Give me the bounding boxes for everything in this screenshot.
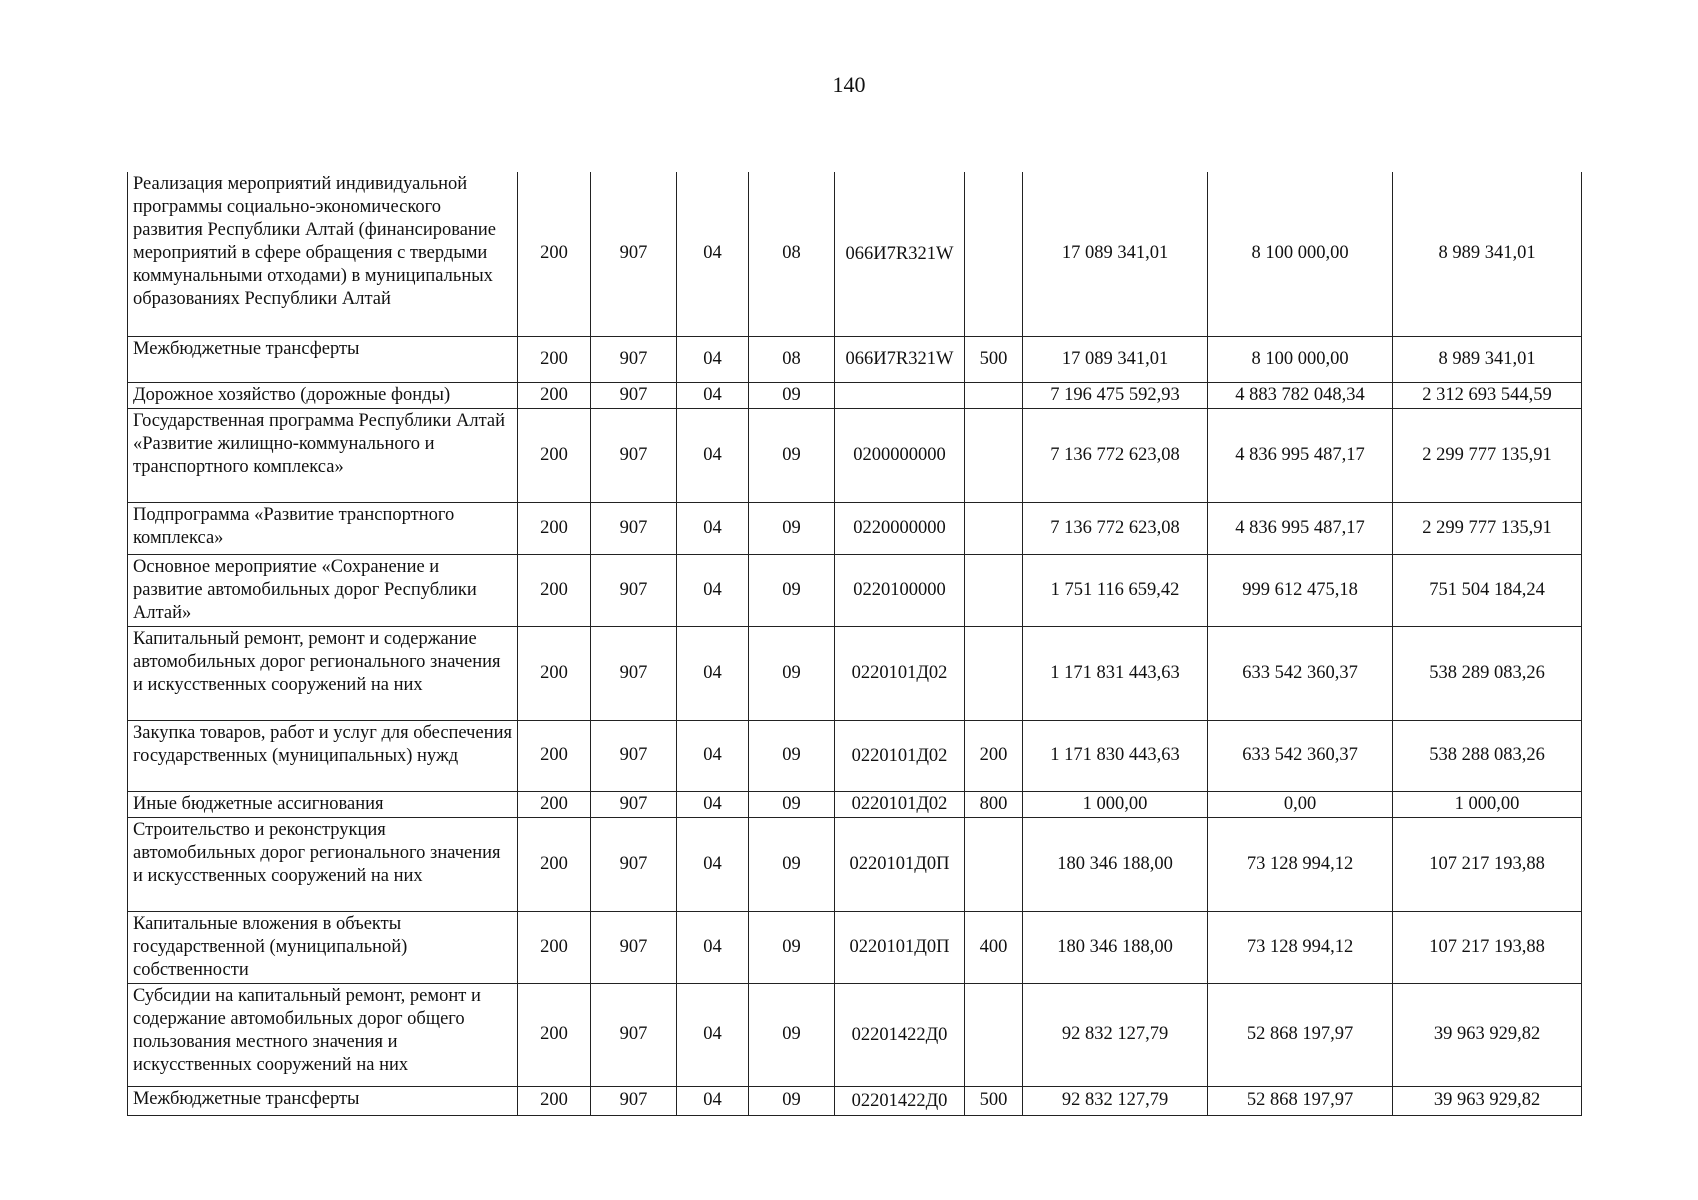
table-row	[128, 911, 1582, 983]
section-code: 04	[677, 382, 749, 408]
table-row	[128, 791, 1582, 817]
total-amount: 7 136 772 623,08	[1023, 502, 1208, 554]
section-code: 04	[677, 336, 749, 382]
amount-column-2: 39 963 929,82	[1393, 983, 1582, 1086]
ministry-code: 907	[591, 1086, 677, 1115]
expense-type-code	[965, 408, 1023, 502]
subsection-code: 09	[749, 720, 835, 791]
row-name: Дорожное хозяйство (дорожные фонды)	[128, 382, 518, 408]
section-code: 04	[677, 172, 749, 336]
target-article-code: 0220101Д02	[835, 626, 965, 720]
amount-column-2: 2 312 693 544,59	[1393, 382, 1582, 408]
row-name: Межбюджетные трансферты	[128, 1086, 518, 1115]
row-name: Реализация мероприятий индивидуальной программы социально-экономического развития Республики Алтай (финансирование мероприятий в сфере обращения с твердыми коммунальными отходами) в муниципальных образованиях Республики Алтай	[128, 172, 518, 336]
subsection-code: 09	[749, 502, 835, 554]
admin-code: 200	[518, 983, 591, 1086]
amount-column-2: 538 288 083,26	[1393, 720, 1582, 791]
table-row	[128, 817, 1582, 911]
amount-column-2: 2 299 777 135,91	[1393, 408, 1582, 502]
table-row	[128, 408, 1582, 502]
amount-column-1: 999 612 475,18	[1208, 554, 1393, 626]
target-article-code: 02201422Д0	[835, 983, 965, 1086]
total-amount: 1 171 830 443,63	[1023, 720, 1208, 791]
amount-column-1: 52 868 197,97	[1208, 1086, 1393, 1115]
subsection-code: 08	[749, 172, 835, 336]
amount-column-2: 751 504 184,24	[1393, 554, 1582, 626]
admin-code: 200	[518, 1086, 591, 1115]
admin-code: 200	[518, 382, 591, 408]
target-article-code: 0200000000	[835, 408, 965, 502]
target-article-code	[835, 382, 965, 408]
admin-code: 200	[518, 791, 591, 817]
target-article-code: 0220101Д0П	[835, 911, 965, 983]
row-name: Закупка товаров, работ и услуг для обеспечения государственных (муниципальных) нужд	[128, 720, 518, 791]
ministry-code: 907	[591, 502, 677, 554]
table-row	[128, 502, 1582, 554]
row-name: Подпрограмма «Развитие транспортного комплекса»	[128, 502, 518, 554]
section-code: 04	[677, 626, 749, 720]
expense-type-code	[965, 983, 1023, 1086]
amount-column-1: 633 542 360,37	[1208, 626, 1393, 720]
amount-column-2: 8 989 341,01	[1393, 336, 1582, 382]
ministry-code: 907	[591, 554, 677, 626]
table-row	[128, 720, 1582, 791]
expense-type-code	[965, 554, 1023, 626]
amount-column-1: 8 100 000,00	[1208, 172, 1393, 336]
subsection-code: 09	[749, 626, 835, 720]
table-row	[128, 382, 1582, 408]
admin-code: 200	[518, 911, 591, 983]
target-article-code: 02201422Д0	[835, 1086, 965, 1115]
amount-column-1: 633 542 360,37	[1208, 720, 1393, 791]
admin-code: 200	[518, 336, 591, 382]
subsection-code: 09	[749, 1086, 835, 1115]
amount-column-2: 8 989 341,01	[1393, 172, 1582, 336]
table-row	[128, 983, 1582, 1086]
amount-column-1: 4 836 995 487,17	[1208, 502, 1393, 554]
amount-column-1: 73 128 994,12	[1208, 817, 1393, 911]
section-code: 04	[677, 1086, 749, 1115]
section-code: 04	[677, 817, 749, 911]
subsection-code: 09	[749, 911, 835, 983]
section-code: 04	[677, 720, 749, 791]
target-article-code: 0220000000	[835, 502, 965, 554]
ministry-code: 907	[591, 172, 677, 336]
ministry-code: 907	[591, 626, 677, 720]
target-article-code: 0220100000	[835, 554, 965, 626]
total-amount: 180 346 188,00	[1023, 911, 1208, 983]
expense-type-code	[965, 382, 1023, 408]
expense-type-code	[965, 502, 1023, 554]
row-name: Иные бюджетные ассигнования	[128, 791, 518, 817]
table-row	[128, 626, 1582, 720]
subsection-code: 09	[749, 983, 835, 1086]
section-code: 04	[677, 983, 749, 1086]
total-amount: 1 000,00	[1023, 791, 1208, 817]
table-row	[128, 1086, 1582, 1115]
amount-column-2: 2 299 777 135,91	[1393, 502, 1582, 554]
admin-code: 200	[518, 408, 591, 502]
target-article-code: 066И7R321W	[835, 336, 965, 382]
target-article-code: 0220101Д02	[835, 720, 965, 791]
table-body	[128, 172, 1582, 1115]
amount-column-1: 52 868 197,97	[1208, 983, 1393, 1086]
table-row	[128, 554, 1582, 626]
target-article-code: 066И7R321W	[835, 172, 965, 336]
expense-type-code: 400	[965, 911, 1023, 983]
amount-column-1: 4 883 782 048,34	[1208, 382, 1393, 408]
amount-column-1: 8 100 000,00	[1208, 336, 1393, 382]
target-article-code: 0220101Д0П	[835, 817, 965, 911]
total-amount: 7 196 475 592,93	[1023, 382, 1208, 408]
row-name: Субсидии на капитальный ремонт, ремонт и содержание автомобильных дорог общего пользования местного значения и искусственных сооружений на них	[128, 983, 518, 1086]
subsection-code: 09	[749, 408, 835, 502]
total-amount: 1 171 831 443,63	[1023, 626, 1208, 720]
table-row	[128, 172, 1582, 336]
ministry-code: 907	[591, 382, 677, 408]
row-name: Государственная программа Республики Алтай «Развитие жилищно-коммунального и транспортного комплекса»	[128, 408, 518, 502]
amount-column-1: 73 128 994,12	[1208, 911, 1393, 983]
ministry-code: 907	[591, 336, 677, 382]
row-name: Межбюджетные трансферты	[128, 336, 518, 382]
total-amount: 17 089 341,01	[1023, 172, 1208, 336]
admin-code: 200	[518, 626, 591, 720]
expense-type-code	[965, 817, 1023, 911]
ministry-code: 907	[591, 408, 677, 502]
expense-type-code: 200	[965, 720, 1023, 791]
section-code: 04	[677, 554, 749, 626]
amount-column-2: 1 000,00	[1393, 791, 1582, 817]
row-name: Строительство и реконструкция автомобильных дорог регионального значения и искусственных сооружений на них	[128, 817, 518, 911]
budget-table	[127, 172, 1582, 1116]
total-amount: 7 136 772 623,08	[1023, 408, 1208, 502]
subsection-code: 08	[749, 336, 835, 382]
amount-column-2: 538 289 083,26	[1393, 626, 1582, 720]
expense-type-code	[965, 172, 1023, 336]
admin-code: 200	[518, 172, 591, 336]
total-amount: 17 089 341,01	[1023, 336, 1208, 382]
expense-type-code: 800	[965, 791, 1023, 817]
ministry-code: 907	[591, 720, 677, 791]
expense-type-code: 500	[965, 1086, 1023, 1115]
section-code: 04	[677, 408, 749, 502]
expense-type-code	[965, 626, 1023, 720]
amount-column-2: 107 217 193,88	[1393, 911, 1582, 983]
ministry-code: 907	[591, 983, 677, 1086]
ministry-code: 907	[591, 791, 677, 817]
row-name: Основное мероприятие «Сохранение и развитие автомобильных дорог Республики Алтай»	[128, 554, 518, 626]
table-row	[128, 336, 1582, 382]
ministry-code: 907	[591, 911, 677, 983]
row-name: Капитальные вложения в объекты государственной (муниципальной) собственности	[128, 911, 518, 983]
target-article-code: 0220101Д02	[835, 791, 965, 817]
subsection-code: 09	[749, 791, 835, 817]
admin-code: 200	[518, 720, 591, 791]
total-amount: 92 832 127,79	[1023, 1086, 1208, 1115]
admin-code: 200	[518, 817, 591, 911]
admin-code: 200	[518, 502, 591, 554]
amount-column-1: 0,00	[1208, 791, 1393, 817]
amount-column-2: 107 217 193,88	[1393, 817, 1582, 911]
expense-type-code: 500	[965, 336, 1023, 382]
section-code: 04	[677, 911, 749, 983]
section-code: 04	[677, 502, 749, 554]
section-code: 04	[677, 791, 749, 817]
subsection-code: 09	[749, 382, 835, 408]
amount-column-1: 4 836 995 487,17	[1208, 408, 1393, 502]
amount-column-2: 39 963 929,82	[1393, 1086, 1582, 1115]
total-amount: 92 832 127,79	[1023, 983, 1208, 1086]
admin-code: 200	[518, 554, 591, 626]
total-amount: 180 346 188,00	[1023, 817, 1208, 911]
subsection-code: 09	[749, 554, 835, 626]
total-amount: 1 751 116 659,42	[1023, 554, 1208, 626]
page-number: 140	[832, 72, 866, 97]
row-name: Капитальный ремонт, ремонт и содержание автомобильных дорог регионального значения и искусственных сооружений на них	[128, 626, 518, 720]
ministry-code: 907	[591, 817, 677, 911]
subsection-code: 09	[749, 817, 835, 911]
